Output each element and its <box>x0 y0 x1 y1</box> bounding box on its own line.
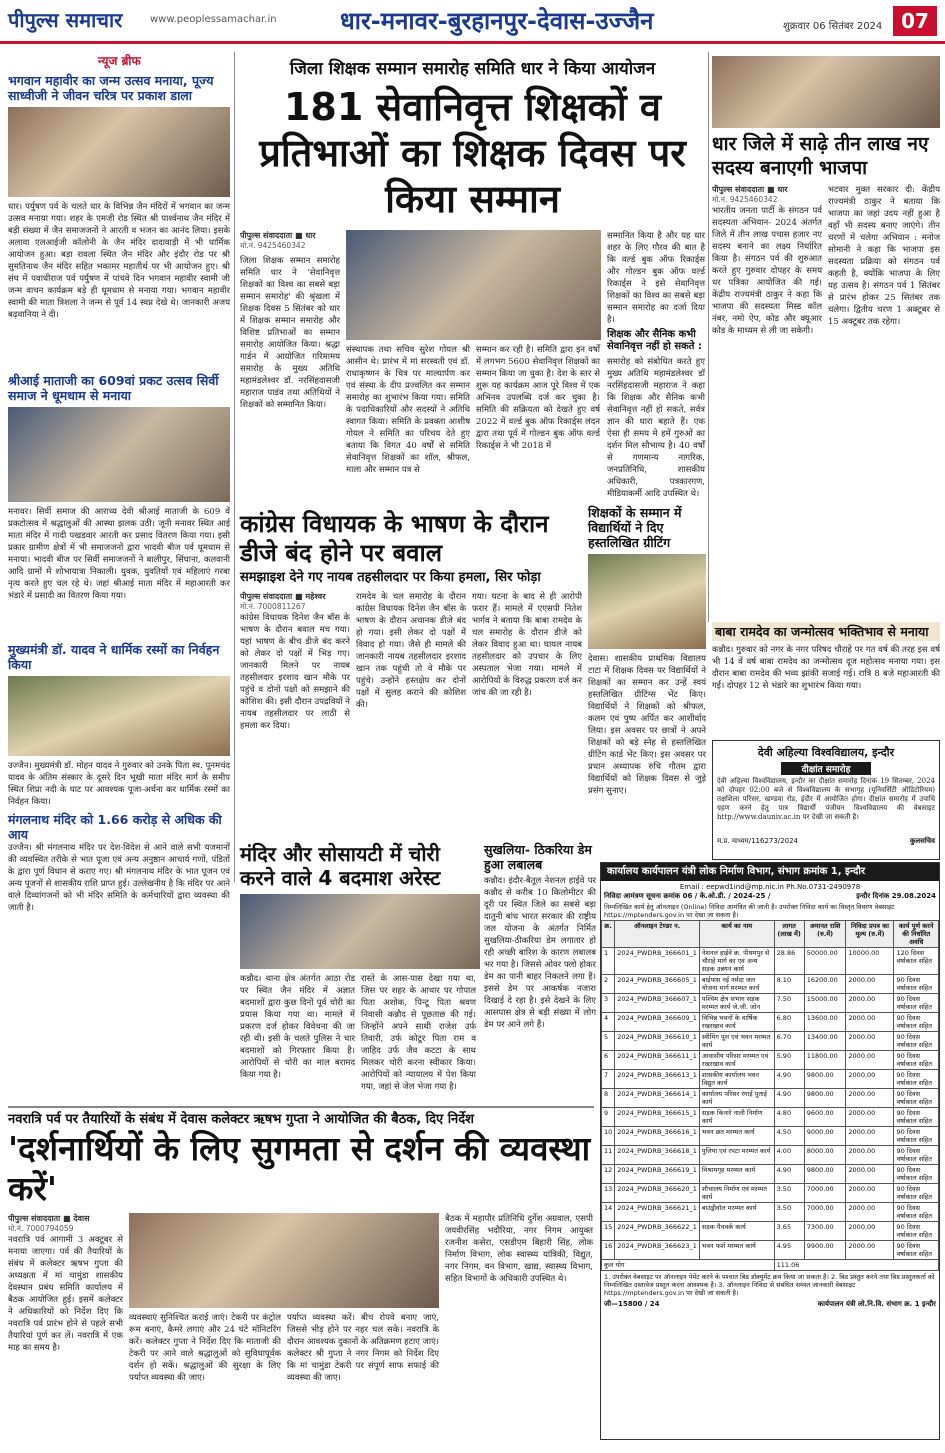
tender-cell: 2000.00 <box>846 1203 894 1222</box>
tender-cell: 4.80 <box>774 1108 804 1127</box>
theft-body-2: रास्ते के आस-पास देखा गया था, जिस पर शहर के आधार पर गोपाल पिता अशोक, पिन्टू पिता श्रवण निवासी कन्नौद से पूछताछ की गई। जिन्होंने अपने साथी राजेश उर्फ तिवारी, उर्फ कोटूर पिता राम व जाहिद उर्फ जैव कटटा के साथ मिलकर चोरी करना स्वीकार किया। आरोपियों को न्यायालय में पेश किया गया, जहां से जेल भेजा गया है। <box>361 974 476 1092</box>
brief-headline-2: श्रीआई माताजी का 609वां प्रकट उत्सव सिर्वी समाज ने धूमधाम से मनाया <box>8 373 219 403</box>
tender-cell: 8.10 <box>774 975 804 994</box>
tender-row <box>602 1222 939 1241</box>
tender-cell: 10000.00 <box>846 948 894 975</box>
tender-cell: 90 दिवस वर्षाकाल सहित <box>894 1089 939 1108</box>
tender-cell: 2024_PWDRB_366616_1 <box>615 1127 700 1146</box>
tender-cell: 2000.00 <box>846 1222 894 1241</box>
tender-total-row <box>602 1260 939 1271</box>
tender-cell: सड़क किनारे नाली निर्माण कार्य <box>699 1108 774 1127</box>
tender-row <box>602 1127 939 1146</box>
bjp-story <box>712 56 940 616</box>
university-notice <box>712 740 940 860</box>
tender-cell: 90 दिवस वर्षाकाल सहित <box>894 1165 939 1184</box>
tender-cell: 90 दिवस वर्षाकाल सहित <box>894 1184 939 1203</box>
tender-cell: 90 दिवस वर्षाकाल सहित <box>894 1070 939 1089</box>
university-mp: म.प्र. माध्यम/116273/2024 <box>717 837 798 845</box>
tender-cell: 90 दिवस वर्षाकाल सहित <box>894 1241 939 1260</box>
tender-cell: 2000.00 <box>846 1051 894 1070</box>
congress-body-2: रामदेव के चल समारोह के दौरान कांग्रेस विधायक दिनेश जैन बॉस के भाषण के दौरान अचानक डीजे बंद हो गया। इसी लेकर दो पक्षों में विवाद हो गया। जैसे ही मामले की जानकारी नायब तहसीलदार इरशाद खान तक पहुंची तो वे मौके पर पहुंचे। उन्होंने हस्तक्षेप कर दोनों पक्षों में सुलह कराने की कोशिश की। <box>356 592 466 710</box>
website-url[interactable]: www.peoplessamachar.in <box>150 14 277 25</box>
cm-ritual-photo <box>8 676 230 756</box>
tender-cell: 2 <box>602 975 615 994</box>
tender-cell: 2000.00 <box>846 1184 894 1203</box>
tender-row <box>602 1203 939 1222</box>
tender-cell: 90 दिवस वर्षाकाल सहित <box>894 1108 939 1127</box>
ramdev-story <box>712 622 940 732</box>
tender-cell: 1 <box>602 948 615 975</box>
tender-cell: 2024_PWDRB_366615_1 <box>615 1108 700 1127</box>
tender-cell: 2000.00 <box>846 1241 894 1260</box>
bjp-headline: धार जिले में साढ़े तीन लाख नए सदस्य बनाएगी भाजपा <box>712 133 929 179</box>
dam-body: कन्नौद। इंदौर-बैतूल नेशनल हाईवे पर कन्नौद से करीब 10 किलोमीटर की दूरी पर स्थित जिले का सबसे बड़ा दातुनी बांध भारत सरकार की राष्ट्रीय जल योजना के अंतर्गत निर्मित सुखलिया-ठीकरिया डेम लगातार हो रही अच्छी बारिश के कारण लबालब भर गया है। जिससे ओवर फ्लो होकर डेम का पानी बाहर निकलने लगा है। इससे डेम पर आकर्षक नजारा दिखाई दे रहा है। इसे देखने के लिए आसपास क्षेत्र से बड़ी संख्या में लोग डेम पर आने लगे हैं। <box>484 876 596 1030</box>
brief-headline-3: मुख्यमंत्री डॉ. यादव ने धार्मिक रस्मों का निर्वहन किया <box>8 642 220 672</box>
tender-cell: 13400.00 <box>804 1032 846 1051</box>
arrested-accused-photo <box>240 894 480 969</box>
tender-cell: 9800.00 <box>804 1089 846 1108</box>
tender-cell: 2024_PWDRB_366614_1 <box>615 1089 700 1108</box>
tender-cell: 7000.00 <box>804 1203 846 1222</box>
lead-byline: पीपुल्स संवाददाता ■ धार <box>240 231 316 240</box>
tender-cell: 8000.00 <box>804 1146 846 1165</box>
tender-cell: 4 <box>602 1013 615 1032</box>
tender-table <box>601 920 939 1271</box>
tender-cell: 2024_PWDRB_366609_1 <box>615 1013 700 1032</box>
tender-cell: 2000.00 <box>846 1089 894 1108</box>
tender-cell: 2000.00 <box>846 994 894 1013</box>
tender-cell: 6 <box>602 1051 615 1070</box>
tender-row <box>602 975 939 994</box>
lead-body-1: जिला शिक्षक सम्मान समारोह समिति धार ने 'सेवानिवृत्त शिक्षकों का विश्व का सबसे बड़ा सम्मान समारोह' की श्रृंखला में शिक्षक दिवस 5 सितंबर को धार में शिक्षक सम्मान समारोह और विशिष्ट प्रतिभाओं का सम्मान समारोह आयोजित किया। श्रद्धा गार्डन में आयोजित गरिमामय समारोह के मुख्य अतिथि महामंडलेश्वर डॉ. नरसिंहदासजी महाराज पाडंव तथा अतिथियों ने शिक्षकों को सम्मानित किया। <box>240 256 340 410</box>
tender-header-cell: ऑनलाइन टेण्डर न. <box>615 921 700 948</box>
tender-cell: 2024_PWDRB_366605_1 <box>615 975 700 994</box>
tender-cell: बाउंड्रीवॉल मरम्मत कार्य <box>699 1203 774 1222</box>
dewas-body-2: व्यवस्थाएं सुनिश्चित कराई जाएं। टेकरी पर कंट्रोल रूम बनाएं, कैमरे लगाएं और 24 घंटे मॉनिटरिंग करें। कलेक्टर गुप्ता ने निर्देश दिए कि माताजी की टेकरी पर आने वाले श्रद्धालुओं को सुविधापूर्वक दर्शन हो सकें। श्रद्धालुओं की सुरक्षा के लिए पर्याप्त व्यवस्था की जाए। <box>129 1313 281 1383</box>
tender-cell: नेशनल हाईवे क्र. पीथमपुर से चौराहे मार्ग का एवं अन्य सड़क उन्नयन कार्य <box>699 948 774 975</box>
lead-story <box>240 58 705 498</box>
brief-body-1: धार। पर्युषण पर्व के चलते धार के विभिन्न जैन मंदिरों में भगवान का जन्म उत्सव मनाया गया। शहर के एमजी रोड स्थित श्री पार्श्वनाथ जैन मंदिर में बड़ी संख्या में जैन समाजजनों ने आरती व भजन का आनंद लिया। इसके अलावा एलआईजी कॉलोनी के जैन मंदिर दादावाड़ी में भी धार्मिक आयोजन हुआ। बड़ा रावला स्थित जैन मंदिर और इंदौर रोड पर श्री सुमतिनाथ जैन मंदिर सहित भकामर महातीर्थ पर भी आयोजन हुए। श्री संघ में पवाधीराज पर्व पर्युषण में पांचवे दिन भगवान महावीर स्वामी जी जन्म वाचन कार्यक्रम बड़े ही धूमधाम से मनाया गया। भगवान महावीर स्वामी की माता त्रिशला ने जन्म से पूर्व 14 स्वप्न देखे थे। जानकारी अजय बढ़वानिया ने दी। <box>8 202 230 320</box>
tender-cell: 3.50 <box>774 1203 804 1222</box>
brief-body-4: उज्जैन। श्री मंगलनाथ मंदिर पर देश-विदेश से आने वाले सभी यजमानों की व्यवस्थित तरीके से भात पूजा एवं अन्य अनुष्ठान आचार्य गणों, पंडितों के द्वारा पूर्ण विधान से कराए गए। श्री मंगलनाथ मंदिर के भात पूजन एवं अन्य पूजनों से शासकीय राशि प्राप्त हुई। उल्लेखनीय है कि मंदिर पर आने वाले दिव्यांगजनों को भी मंदिर समिति के कर्मचारियों द्वारा व्यवस्था की जाती है। <box>8 843 230 913</box>
university-sub: दीक्षांत समारोह <box>781 762 871 775</box>
tender-cell: 2024_PWDRB_366620_1 <box>615 1184 700 1203</box>
theft-story <box>240 842 480 1102</box>
teachers-honour-photo <box>346 230 601 340</box>
tender-cell: पश्चिम क्षेत्र संभाग सड़क मरम्मत कार्य जे.जी. जोन <box>699 994 774 1013</box>
tender-cell: 4.50 <box>774 1127 804 1146</box>
tender-header-cell: क्र. <box>602 921 615 948</box>
theft-headline: मंदिर और सोसायटी में चोरी करने वाले 4 बदमाश अरेस्ट <box>240 842 441 890</box>
bjp-body-1: भारतीय जनता पार्टी के संगठन पर्व सदस्यता अभियान- 2024 अंतर्गत जिले में तीन लाख पचास हजार नए सदस्य बनाने का लक्ष्य निर्धारित किया है। संगठन पर्व की शुरुआत करते हुए गुरुवार दोपहर के समय धर पत्रिका आयोजित की गई। केंद्रीय राज्यमंत्री ठाकुर ने कहा कि भाजपा की सदस्यता मिस्ड कॉल नंबर, नमो ऐप, कोड और क्यूआर कोड के माध्यम से ली जा सकेगी। <box>712 206 822 336</box>
ramdev-body: कन्नौद। गुरुवार को नगर के नगर परिषद चौराहे पर गत वर्ष की तरह इस वर्ष भी 14 वें वर्ष बाबा रामदेव का जन्मोत्सव दूज महोत्सव मनाया गया। इस दौरान बाबा रामदेव की भव्य झांकी सजाई गई। रात्रि 8 बजे महाआरती की गई। दोपहर 12 से भंडारे का शुभारंभ किया गया। <box>712 645 940 691</box>
brief-headline-1: भगवान महावीर का जन्म उत्सव मनाया, पूज्य साध्वीजी ने जीवन चरित्र पर प्रकाश डाला <box>8 73 214 103</box>
edition-title: धार-मनावर-बुरहानपुर-देवास-उज्जैन <box>340 7 654 35</box>
tender-cell: 8 <box>602 1089 615 1108</box>
tender-cell: 3 <box>602 994 615 1013</box>
tender-cell: 7.50 <box>774 994 804 1013</box>
university-body: देवी अहिल्या विश्वविद्यालय, इन्दौर का दीक्षांत समारोह दिनांक 19 सितम्बर, 2024 को दोपहर 02:00 बजे से विश्वविद्यालय के सभागृह (यूनिवर्सिटी ऑडिटोरियम) तक्षशिला परिसर, खण्डवा रोड, इंदौर में आयोजित होगा। दीक्षांत समारोह में उपाधि ग्रहण करने हेतु पात्र विद्यार्थी पंजीयन विश्वविद्यालय की वेबसाइट http://www.dauniv.ac.in पर देखी जा सकती है। <box>717 777 935 821</box>
dewas-body-3: पर्याप्त व्यवस्था करें। बीच रोपवे बनाए जाएं, जिससे भीड़ होने पर नहर चल सके। नवरात्रि के दौरान आवश्यक दुकानों के अतिक्रमण हटाए जाएं। कलेक्टर श्री गुप्ता ने नगर निगम को निर्देश दिए कि मां चामुंडा टेकरी पर संपूर्ण साफ सफाई की व्यवस्था की जाए। <box>287 1313 439 1383</box>
tender-row <box>602 1013 939 1032</box>
tender-cell: 16200.00 <box>804 975 846 994</box>
tender-title: कार्यालय कार्यपालन यंत्री लोक निर्माण विभाग, संभाग क्रमांक 1, इन्दौर <box>601 863 939 881</box>
tender-cell: 2000.00 <box>846 1032 894 1051</box>
tender-row <box>602 1108 939 1127</box>
lead-body-4: सम्मानित किया है और यह धार शहर के लिए गौरव की बात है कि वर्ल्ड बुक ऑफ रिकार्ड्स और गोल्डन बुक ऑफ वर्ल्ड रिकार्ड्स ने इसे सेवानिवृत्त शिक्षकों का विश्व का सबसे बड़ा सम्मान समारोह का दर्जा दिया है। <box>607 231 705 325</box>
sirvi-samaj-photo <box>8 407 230 502</box>
tender-cell: पुलिया एवं रपटा मरम्मत कार्य <box>699 1146 774 1165</box>
brief-headline-4: मंगलनाथ मंदिर को 1.66 करोड़ से अधिक की आय <box>8 812 222 842</box>
tender-cell: 90 दिवस वर्षाकाल सहित <box>894 994 939 1013</box>
dewas-story <box>8 1106 594 1441</box>
dam-story <box>484 842 596 1102</box>
tender-intro: निम्नलिखित कार्य हेतु ऑनलाइन (Online) निविदा आमंत्रित की जाती है। उपरोक्त निविदा कार्य का विस्तृत विवरण वेबसाइट https://mptenders.gov.in पर देखा जा सकता है। <box>604 903 895 919</box>
tender-cell: विश्रामगृह मरम्मत कार्य <box>699 1165 774 1184</box>
tender-cell: 16 <box>602 1241 615 1260</box>
dewas-headline: 'दर्शनार्थियों के लिए सुगमता से दर्शन की व्यवस्था करें' <box>8 1129 591 1208</box>
tender-cell: 2024_PWDRB_366607_1 <box>615 994 700 1013</box>
tender-cell: 4.90 <box>774 1089 804 1108</box>
tender-cell: 90 दिवस वर्षाकाल सहित <box>894 1013 939 1032</box>
tender-cell: 3.65 <box>774 1222 804 1241</box>
dewas-phone: मो.नं. 7000794059 <box>8 1224 74 1233</box>
bjp-phone: मो.नं. 9425460342 <box>712 195 778 204</box>
tender-cell: 9900.00 <box>804 1241 846 1260</box>
congress-deck: समझाइश देने गए नायब तहसीलदार पर किया हमला, सिर फोड़ा <box>240 570 541 585</box>
dam-headline: सुखलिया- ठिकरिया डेम हुआ लबालब <box>484 842 592 872</box>
tender-cell: 2024_PWDRB_366613_1 <box>615 1070 700 1089</box>
tender-cell: भवन फर्श मरम्मत कार्य <box>699 1241 774 1260</box>
tender-cell: 2000.00 <box>846 1108 894 1127</box>
tender-header-cell: कार्य का नाम <box>699 921 774 948</box>
dewas-kicker: नवरात्रि पर्व पर तैयारियों के संबंध में देवास कलेक्टर ऋषभ गुप्ता ने आयोजित की बैठक, दिए निर्देश <box>8 1112 475 1127</box>
ramdev-headline: बाबा रामदेव का जन्मोत्सव भक्तिभाव से मनाया <box>712 622 940 641</box>
tender-cell: 5 <box>602 1032 615 1051</box>
lead-kicker: जिला शिक्षक सम्मान समारोह समिति धार ने किया आयोजन <box>289 59 656 79</box>
congress-body-1: कांग्रेस विधायक दिनेश जैन बॉस के भाषण के दौरान बवाल मच गया। यहां भाषण के बीच डीजे बंद करने को लेकर दो पक्षों में भिड़ गए। जानकारी मिलने पर नायब तहसीलदार इरशाद खान मौके पर पहुंचे व दोनों पक्षों को समझाने की कोशिश की। इसी दौरान उपद्रवियों ने नायब तहसीलदार पर लाठी से हमला कर दिया। <box>240 613 350 731</box>
university-sign: कुलसचिव <box>909 837 935 845</box>
theft-body-1: कन्नौद। थाना क्षेत्र अंतर्गत आठा रोड पर स्थित जैन मंदिर में अज्ञात बदमाशों द्वारा कुछ दिनों पूर्व चोरी का प्रयास किया गया था। मामले में प्रकरण दर्ज होकर विवेचना की जा रही थी। इसी के चलते पुलिस ने चार बदमाशों को गिरफ्तार किया है। आरोपियों से चोरी का माल बरामद किया गया है। <box>240 974 355 1080</box>
newspaper-logo: पीपुल्स समाचार <box>8 8 123 32</box>
tender-jee: जी—15800 / 24 <box>604 1300 660 1308</box>
tender-cell: 2024_PWDRB_366619_1 <box>615 1165 700 1184</box>
lead-headline: 181 सेवानिवृत्त शिक्षकों व प्रतिभाओं का शिक्षक दिवस पर किया सम्मान <box>259 85 686 221</box>
tender-cell: 14 <box>602 1203 615 1222</box>
tender-row <box>602 1051 939 1070</box>
lead-body-5: समारोह को संबोधित करते हुए मुख्य अतिथि महामंडलेश्वर डॉ नरसिंहदासजी महाराज ने कहा कि शिक्षक और सैनिक कभी सेवानिवृत्त नहीं हो सकते, सर्वत्र ज्ञान की धारा बहाते हैं। एक ऐसा ही समय मे हमें गुरुओं का दर्शन मिल सौभाग्य है। 40 वर्षों से गणमान्य नागरिक, जनप्रतिनिधि, शासकीय अधिकारी, पत्रकारगण, मीडियाकर्मी आदि उपस्थित थे। <box>607 357 705 499</box>
tender-cell: 90 दिवस वर्षाकाल सहित <box>894 975 939 994</box>
tender-cell: भवन छत मरम्मत कार्य <box>699 1127 774 1146</box>
tender-cell: 13600.00 <box>804 1013 846 1032</box>
tender-notes: 1. उपरोक्त वेबसाइट पर ऑनलाइन पेमेंट करने के पश्चात बिड डॉक्यूमेंट क्रय किया जा सकता है। 2. बिड प्रस्तुत करने तथा बिड प्रस्तुतकर्ता को निम्नलिखित दस्तावेज प्रस्तुत करना आवश्यक है। 3. ऑनलाइन निविदा से संबंधित समस्त जानकारी वेबसाइट https://mptenders.gov.in पर देखी जा सकती है। <box>604 1273 935 1297</box>
tender-row <box>602 1184 939 1203</box>
tender-row <box>602 1146 939 1165</box>
tender-total-label: कुल योग <box>602 1260 775 1271</box>
tender-cell: 50000.00 <box>804 948 846 975</box>
tender-cell: 6.80 <box>774 1013 804 1032</box>
tender-cell: 2024_PWDRB_366601_1 <box>615 948 700 975</box>
tender-cell: 9 <box>602 1108 615 1127</box>
bjp-byline: पीपुल्स संवाददाता ■ धार <box>712 185 788 194</box>
lead-body-3: सम्मान कर रही है। समिति द्वारा इन वर्षों में लगभग 5600 सेवानिवृत्त शिक्षकों का सम्मान किया जा चुका है। देश के स्तर से शुरू यह कार्यक्रम आज पूरे विश्व में एक अभिनव उपलब्धि दर्ज कर चुका है। समिति की सक्रियता को देखते हुए वर्ष 2022 में वर्ल्ड बुक ऑफ रिकार्ड्स लंदन द्वारा तथा पूर्व में गोल्डन बुक ऑफ वर्ल्ड रिकार्ड्स ने भी 2018 में <box>476 345 600 451</box>
tender-row <box>602 1032 939 1051</box>
congress-story <box>240 510 582 840</box>
lead-subhead: शिक्षक और सैनिक कभी सेवानिवृत्त नहीं हो सकते : <box>607 329 702 352</box>
tender-cell: 13 <box>602 1184 615 1203</box>
tender-cell: 15000.00 <box>804 994 846 1013</box>
university-name: देवी अहिल्या विश्वविद्यालय, इन्दौर <box>757 746 895 759</box>
tender-cell: स्वीमिंग पूल एवं भवन मरम्मत कार्य <box>699 1032 774 1051</box>
tender-cell: 4.90 <box>774 1165 804 1184</box>
tender-cell: 12 <box>602 1165 615 1184</box>
congress-byline: पीपुल्स संवाददाता ■ महेश्वर <box>240 592 326 601</box>
tender-cell: 120 दिवस वर्षाकाल सहित <box>894 948 939 975</box>
tender-cell: 9000.00 <box>804 1127 846 1146</box>
tender-cell: 2000.00 <box>846 1165 894 1184</box>
tender-cell: 2024_PWDRB_366623_1 <box>615 1241 700 1260</box>
tender-cell: 15 <box>602 1222 615 1241</box>
tender-header-cell: निविदा प्रपत्र का मूल्य (रु.में) <box>846 921 894 948</box>
tender-cell: 2024_PWDRB_366610_1 <box>615 1032 700 1051</box>
tender-cell: 7300.00 <box>804 1222 846 1241</box>
tender-cell: 90 दिवस वर्षाकाल सहित <box>894 1127 939 1146</box>
tender-officer: कार्यपालन यंत्री लो.नि.वि. संभाग क्र. 1 इन्दौर <box>817 1300 936 1308</box>
dewas-body-4: बैठक में महापौर प्रतिनिधि दुर्गेश अग्रवाल, एसपी जयवीरसिंह भदौरिया, नगर निगम आयुक्त रजनीश कसेरा, एसडीएम बिहारी सिंह, लोक निर्माण विभाग, लोक स्वास्थ्य यांत्रिकी, विद्युत, नगर निगम, वन विभाग, खाद्य, स्वास्थ्य विभाग, सहित विभागों के अधिकारी उपस्थित थे। <box>445 1214 593 1284</box>
tender-cell: 90 दिवस वर्षाकाल सहित <box>894 1051 939 1070</box>
students-headline: शिक्षकों के सम्मान में विद्यार्थियों ने दिए हस्तलिखित ग्रीटिंग <box>588 505 682 550</box>
tender-cell: शौचालय निर्माण एवं मरम्मत कार्य <box>699 1184 774 1203</box>
tender-cell: 2000.00 <box>846 1013 894 1032</box>
students-photo <box>588 554 706 649</box>
tender-notice-no: निविदा आमंत्रण सूचना क्रमांक 06 / के.ओ.डी. / 2024-25 / <box>604 892 771 900</box>
tender-cell: 3.50 <box>774 1184 804 1203</box>
tender-cell: 7 <box>602 1070 615 1089</box>
dewas-byline: पीपुल्स संवाददाता ■ देवास <box>8 1214 90 1223</box>
masthead <box>0 0 945 44</box>
tender-header-cell: लागत (लाख में) <box>774 921 804 948</box>
tender-cell: 4.95 <box>774 1241 804 1260</box>
tender-header-cell: अमानत राशि (रु.में) <box>804 921 846 948</box>
tender-cell: 9800.00 <box>804 1165 846 1184</box>
tender-cell: 11 <box>602 1146 615 1165</box>
brief-label: न्यूज ब्रीफ <box>98 54 141 68</box>
tender-date: इन्दौर दिनांक 29.08.2024 <box>856 892 936 900</box>
tender-cell: 90 दिवस वर्षाकाल सहित <box>894 1032 939 1051</box>
tender-cell: 2000.00 <box>846 1127 894 1146</box>
tender-cell: 7000.00 <box>804 1184 846 1203</box>
brief-body-3: उज्जैन। मुख्यमंत्री डॉ. मोहन यादव ने गुरुवार को उनके पिता स्व. पूनमचंद यादव के अंतिम संस्कार के दूसरे दिन भूखी माता मंदिर मार्ग के समीप स्थित शिप्रा नदी के घाट पर आवश्यक पूजा-अर्चना कर धार्मिक रस्मों का निर्वहन किया। <box>8 761 230 807</box>
lead-phone: मो.नं. 9425460342 <box>240 241 306 250</box>
tender-cell: 2000.00 <box>846 975 894 994</box>
tender-total-value: 111.06 <box>774 1260 938 1271</box>
mahavir-celebration-photo <box>8 107 230 197</box>
tender-cell: 4.00 <box>774 1146 804 1165</box>
page-number: 07 <box>893 6 937 36</box>
tender-cell: 5.90 <box>774 1051 804 1070</box>
tender-cell: आवासीय परिसर मरम्मत एवं रखरखाव कार्य <box>699 1051 774 1070</box>
tender-row <box>602 1241 939 1260</box>
tender-cell: 90 दिवस वर्षाकाल सहित <box>894 1203 939 1222</box>
column-divider <box>234 52 235 882</box>
issue-date: शुक्रवार 06 सितंबर 2024 <box>783 21 883 32</box>
tender-cell: विभिन्न भवनों के वार्षिक रखरखाव कार्य <box>699 1013 774 1032</box>
tender-cell: 2000.00 <box>846 1070 894 1089</box>
tender-cell: 2000.00 <box>846 1146 894 1165</box>
tender-row <box>602 1070 939 1089</box>
bjp-body-2: भटवार मुक्त सरकार दी: केंद्रीय राज्यमंत्री ठाकुर ने बताया कि भाजपा का जहां उदय नहीं हुआ है वहाँ भी सदस्य बनाए जाएंगे। तीन चरणों में चलेगा अभियान : मनोज सोमानी ने कहा कि भाजपा इस सदस्यता प्रक्रिया को संगठन पर्व कहती है, क्योंकि भाजपा के लिए यह उत्सव है। संगठन पर्व 1 सितंबर से प्रारंभ होकर 25 सितंबर तक चलेगा। द्वितीय चरण 1 अक्टूबर से 15 अक्टूबर तक रहेगा। <box>828 185 940 327</box>
column-divider <box>708 52 709 622</box>
bjp-press-photo <box>712 56 940 128</box>
congress-body-3: गया। घटना के बाद से ही आरोपी फरार हैं। मामले में एएसपी नितेश भार्गव ने बताया कि बाबा रामदेव के चल समारोह के दौरान डीजे को लेकर विवाद हुआ था। घायल नायब तहसीलदार को उपचार के लिए अस्पताल भेजा गया। मामले में आरोपियों के विरुद्ध प्रकरण दर्ज कर जांच की जा रही है। <box>472 592 582 698</box>
tender-cell: 9800.00 <box>804 1070 846 1089</box>
tender-cell: 28.86 <box>774 948 804 975</box>
tender-row <box>602 1165 939 1184</box>
tender-cell: 90 दिवस वर्षाकाल सहित <box>894 1222 939 1241</box>
congress-phone: मो.नं. 7000811267 <box>240 602 306 611</box>
tender-notice <box>600 862 940 1440</box>
tender-cell: 10 <box>602 1127 615 1146</box>
dewas-body-1: नवरात्रि पर्व आगामी 3 अक्टूबर से मनाया जाएगा। पर्व की तैयारियों के संबंध में कलेक्टर ऋषभ गुप्ता की अध्यक्षता में मां चामुंडा शासकीय देवस्थान प्रबंध समिति कार्यालय में बैठक आयोजित हुई। इसमें कलेक्टर ने अधिकारियों को निर्देश दिए कि नवरात्रि पर्व प्रारंभ होने से पहले सभी तैयारियां पूर्ण कर लें। नवरात्रि में एक माह का समय है। <box>8 1235 123 1353</box>
tender-cell: शासकीय कार्यालय भवन विद्युत कार्य <box>699 1070 774 1089</box>
tender-cell: कार्यालय परिसर रंगाई पुताई कार्य <box>699 1089 774 1108</box>
tender-row <box>602 994 939 1013</box>
tender-cell: 2024_PWDRB_366622_1 <box>615 1222 700 1241</box>
congress-headline: कांग्रेस विधायक के भाषण के दौरान डीजे बंद होने पर बवाल <box>240 510 549 567</box>
tender-row <box>602 948 939 975</box>
lead-body-2: संस्थापक तथा सचिव सुरेश गोयल श्री आसीन थे। प्रारंभ में मां सरस्वती एवं डॉ. राधाकृष्णन के चित्र पर माल्यार्पण कर एवं संस्था के दीप प्रज्वलित कर सम्मान समारोह का शुभारंभ किया गया। समिति के पदाधिकारियों और सदस्यों ने अतिथि स्वागत किया। समिति के प्रवक्ता आशीष गोयल ने समिति का परिचय देते हुए बताया कि विगत 40 वर्षों से समिति सेवानिवृत्त शिक्षकों का शॉल, श्रीफल, माला और सम्मान पत्र से <box>346 345 470 475</box>
tender-header-cell: कार्य पूर्ण करने की निर्धारित अवधि <box>894 921 939 948</box>
tender-cell: सड़क पैचवर्क कार्य <box>699 1222 774 1241</box>
tender-cell: 11800.00 <box>804 1051 846 1070</box>
tender-cell: 6.70 <box>774 1032 804 1051</box>
tender-cell: 4.90 <box>774 1070 804 1089</box>
tender-cell: 9600.00 <box>804 1108 846 1127</box>
tender-cell: 2024_PWDRB_366621_1 <box>615 1203 700 1222</box>
tender-row <box>602 1089 939 1108</box>
students-story <box>588 505 706 875</box>
collector-meeting-photo <box>129 1213 439 1308</box>
brief-body-2: मनावर। सिर्वी समाज की आराध्य देवी श्रीआई माताजी के 609 वें प्रकटोत्सव में श्रद्धालुओं की आस्था झलक उठी। जूनी मनावर स्थित आई माता मंदिर में गादी पखडवार आरती कर प्रसाद वितरण किया गया। इसी प्रकार ग्रामीण क्षेत्रों में भी समाजजनों द्वारा भादवी बीज पर्व धूमधाम से मनाया। भादवी बीज पर सिर्वी समाजजनों ने बालीपुर, सिंघाना, कलवानी आदि ग्रामों में शोभायात्रा निकाली। युवक, युवतियों एवं महिलाएं गरबा नृत्य करते हुए चल रहे थे। जहां श्रीआई माता मंदिर में महाआरती कर भंडारे में प्रसादी का वितरण किया गया। <box>8 507 230 601</box>
news-brief-column <box>8 52 230 913</box>
tender-cell: बाईपास नई नर्मदा जल योजना मार्ग मरम्मत कार्य <box>699 975 774 994</box>
tender-cell: 2024_PWDRB_366611_1 <box>615 1051 700 1070</box>
students-body: देवास। शासकीय प्राथमिक विद्यालय टाटा में शिक्षक दिवस पर विद्यार्थियों ने शिक्षकों का सम्मान कर उन्हें स्वयं हस्तलिखित ग्रीटिंग्स भेंट किए। विद्यार्थियों ने शिक्षकों को श्रीफल, कलम एवं पुष्प अर्पित कर आशीर्वाद लिया। इस अवसर पर छात्रों ने अपने शिक्षकों को बड़े स्नेह से हस्तलिखित ग्रीटिंग कार्ड भेंट किए। इस अवसर पर प्रधान अध्यापक रुचि गौतम द्वारा विद्यार्थियों को शिक्षक दिवस से जुड़े प्रसंग सुनाए। <box>588 654 706 796</box>
tender-email: Email : eepwd1ind@mp.nic.in Ph.No.0731-2490978 <box>679 883 861 891</box>
tender-cell: 2024_PWDRB_366618_1 <box>615 1146 700 1165</box>
tender-cell: 90 दिवस वर्षाकाल सहित <box>894 1146 939 1165</box>
